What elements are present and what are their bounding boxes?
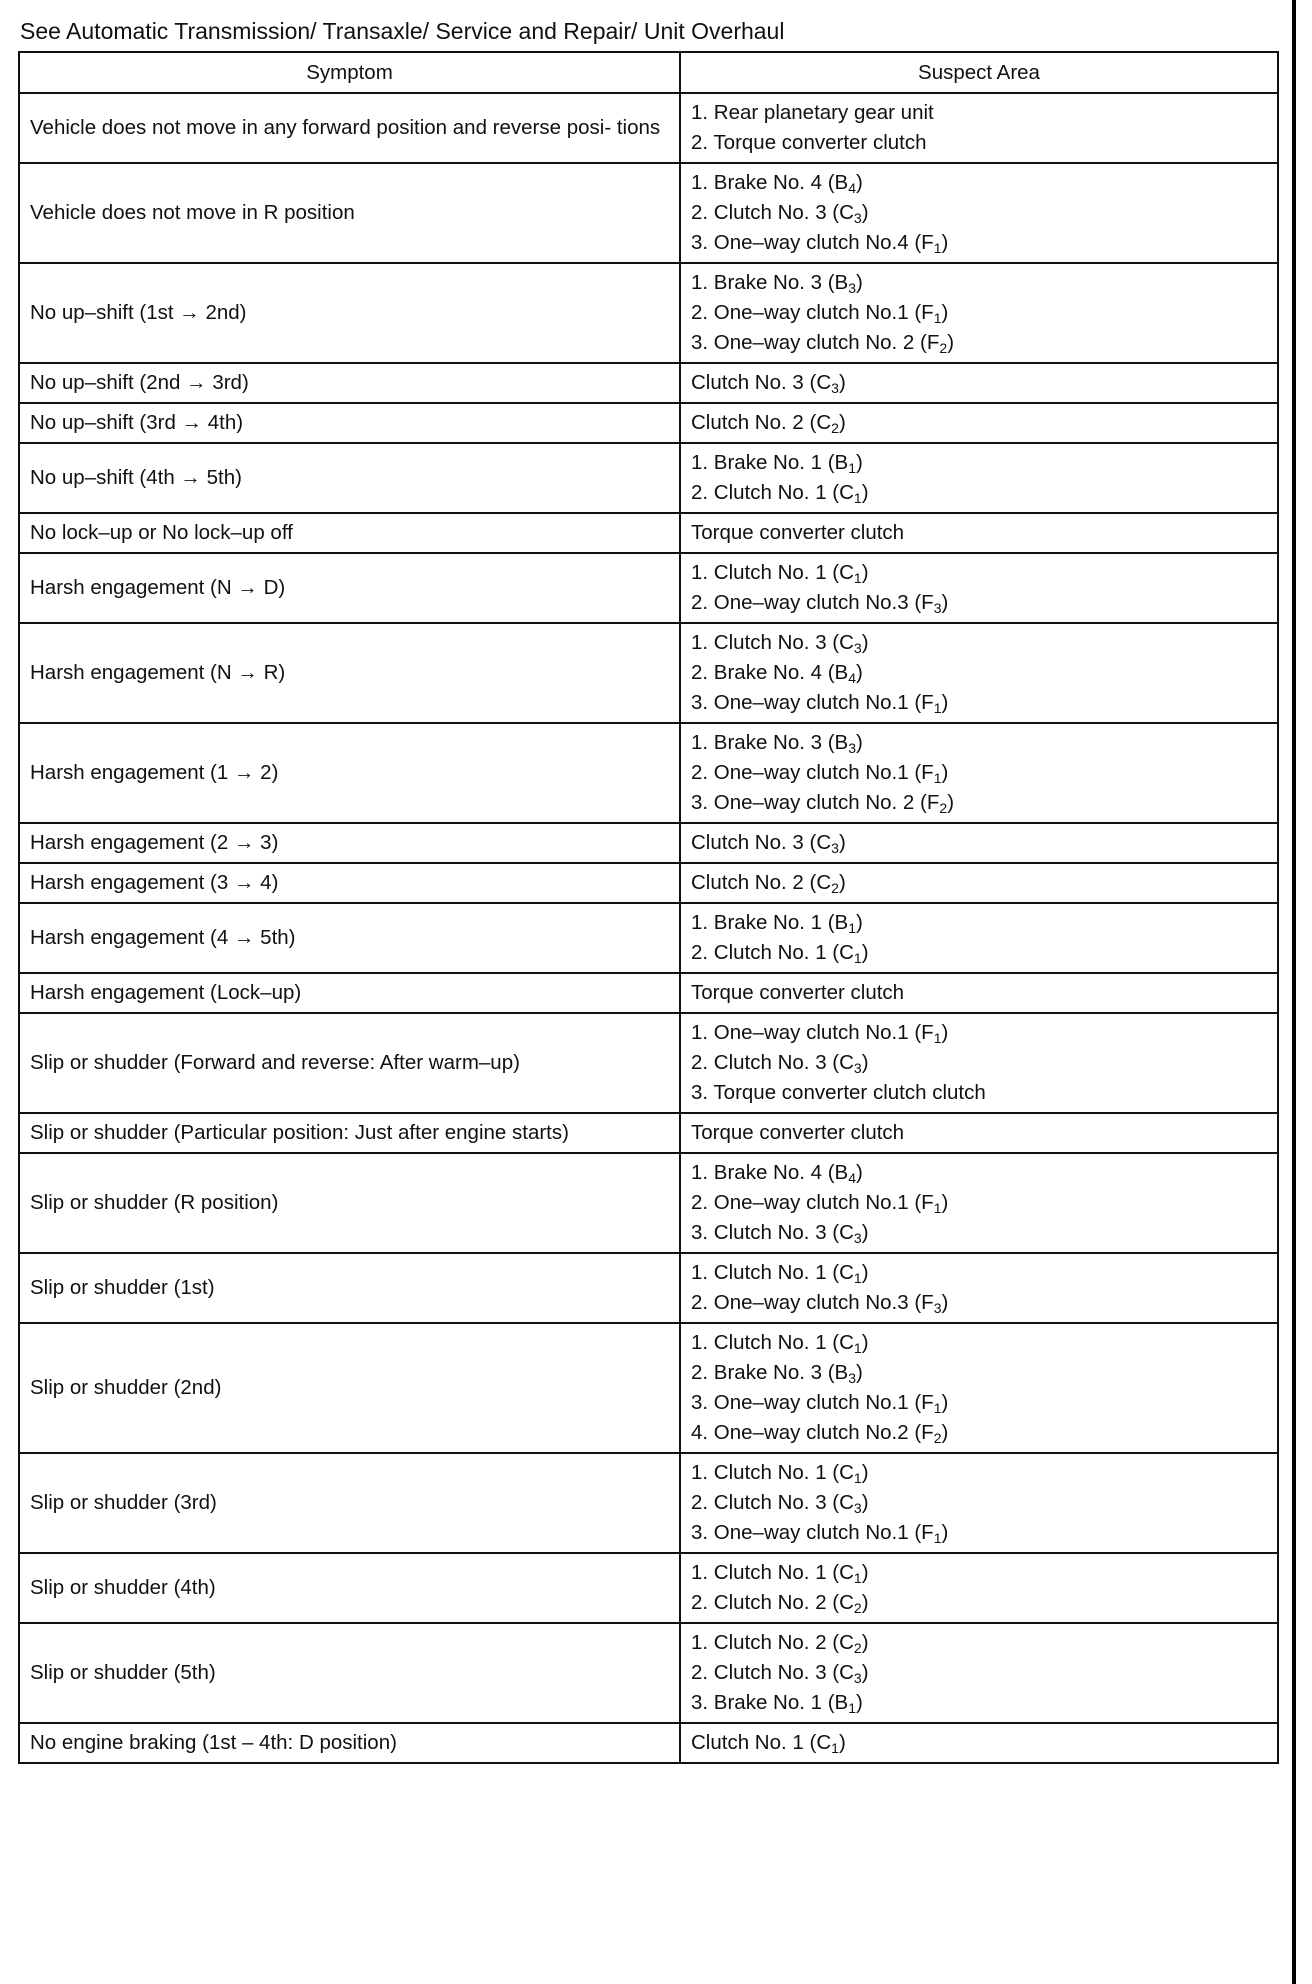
suspect-area-item: 2. Clutch No. 3 $(C_3)$ <box>691 1051 869 1076</box>
suspect-area-cell <box>680 403 1278 443</box>
suspect-area-cell <box>680 623 1278 723</box>
table-row <box>19 1153 1278 1253</box>
suspect-area-item: 1. Clutch No. 2 $(C_2)$ <box>691 1631 869 1656</box>
suspect-area-item: Clutch No. 3 $(C_3)$ <box>691 831 846 856</box>
suspect-area-item: 3. Brake No. 1 $(B_1)$ <box>691 1691 863 1716</box>
symptom-cell: Harsh engagement (N → R) <box>19 623 680 723</box>
suspect-area-item: 1. Clutch No. 1 $(C_1)$ <box>691 1261 869 1286</box>
suspect-area-cell <box>680 513 1278 553</box>
symptom-cell: Vehicle does not move in any forward position and reverse posi- tions <box>19 93 680 163</box>
symptom-cell: Harsh engagement (4 → 5th) <box>19 903 680 973</box>
suspect-area-item: 3. One–way clutch No.1 $(F_1)$ <box>691 1391 949 1416</box>
symptom-cell: Harsh engagement (N → D) <box>19 553 680 623</box>
suspect-area-cell <box>680 363 1278 403</box>
table-row <box>19 623 1278 723</box>
suspect-area-item: 1. Brake No. 3 $(B_3)$ <box>691 271 863 296</box>
table-row <box>19 723 1278 823</box>
table-row <box>19 513 1278 553</box>
table-row <box>19 903 1278 973</box>
table-row <box>19 1113 1278 1153</box>
suspect-area-cell <box>680 1013 1278 1113</box>
table-row <box>19 1253 1278 1323</box>
symptom-column-header: Symptom <box>19 52 680 93</box>
suspect-area-cell <box>680 1253 1278 1323</box>
table-row <box>19 973 1278 1013</box>
table-row <box>19 363 1278 403</box>
symptom-cell: Slip or shudder (R position) <box>19 1153 680 1253</box>
suspect-area-cell <box>680 723 1278 823</box>
table-row <box>19 1013 1278 1113</box>
suspect-area-cell <box>680 553 1278 623</box>
symptom-cell: No up–shift (2nd → 3rd) <box>19 363 680 403</box>
suspect-area-item: 1. Brake No. 4 $(B_4)$ <box>691 171 863 196</box>
suspect-area-cell <box>680 1323 1278 1453</box>
suspect-area-cell <box>680 93 1278 163</box>
table-row <box>19 1323 1278 1453</box>
table-row <box>19 823 1278 863</box>
suspect-area-item: 2. One–way clutch No.1 $(F_1)$ <box>691 301 949 326</box>
suspect-area-cell <box>680 823 1278 863</box>
suspect-area-item: 3. Clutch No. 3 $(C_3)$ <box>691 1221 869 1246</box>
suspect-area-item: 1. Clutch No. 3 $(C_3)$ <box>691 631 869 656</box>
suspect-area-cell <box>680 1623 1278 1723</box>
suspect-area-cell <box>680 903 1278 973</box>
suspect-area-item: 3. One–way clutch No.4 $(F_1)$ <box>691 231 949 256</box>
suspect-area-item: Torque converter clutch <box>691 981 905 1004</box>
suspect-area-cell <box>680 1153 1278 1253</box>
suspect-area-cell <box>680 973 1278 1013</box>
suspect-area-item: 1. Clutch No. 1 $(C_1)$ <box>691 1461 869 1486</box>
suspect-area-cell <box>680 1113 1278 1153</box>
table-row <box>19 93 1278 163</box>
table-row <box>19 163 1278 263</box>
symptom-table <box>18 51 1279 1764</box>
suspect-area-item: Clutch No. 1 $(C_1)$ <box>691 1731 846 1756</box>
suspect-area-item: 2. One–way clutch No.3 $(F_3)$ <box>691 591 949 616</box>
table-row <box>19 863 1278 903</box>
suspect-area-cell <box>680 443 1278 513</box>
table-row <box>19 1623 1278 1723</box>
suspect-area-item: 1. One–way clutch No.1 $(F_1)$ <box>691 1021 949 1046</box>
suspect-area-item: 2. Clutch No. 2 $(C_2)$ <box>691 1591 869 1616</box>
symptom-cell: Harsh engagement (1 → 2) <box>19 723 680 823</box>
table-row <box>19 443 1278 513</box>
suspect-area-cell <box>680 263 1278 363</box>
suspect-area-item: 3. One–way clutch No.1 $(F_1)$ <box>691 1521 949 1546</box>
symptom-cell: Harsh engagement (Lock–up) <box>19 973 680 1013</box>
suspect-area-item: 1. Clutch No. 1 $(C_1)$ <box>691 561 869 586</box>
suspect-area-item: 2. Clutch No. 3 $(C_3)$ <box>691 201 869 226</box>
suspect-area-item: 3. One–way clutch No.1 $(F_1)$ <box>691 691 949 716</box>
symptom-cell: Slip or shudder (1st) <box>19 1253 680 1323</box>
suspect-area-item: 1. Brake No. 1 $(B_1)$ <box>691 451 863 476</box>
table-header-row <box>19 52 1278 93</box>
symptom-cell: Slip or shudder (5th) <box>19 1623 680 1723</box>
suspect-area-item: Clutch No. 2 $(C_2)$ <box>691 411 846 436</box>
suspect-area-item: Torque converter clutch <box>691 1121 905 1144</box>
table-row <box>19 1453 1278 1553</box>
suspect-area-cell <box>680 863 1278 903</box>
suspect-area-column-header: Suspect Area <box>680 52 1278 93</box>
suspect-area-item: 2. Clutch No. 1 $(C_1)$ <box>691 941 869 966</box>
suspect-area-item: 1. Brake No. 4 $(B_4)$ <box>691 1161 863 1186</box>
suspect-area-item: 2. Clutch No. 3 $(C_3)$ <box>691 1661 869 1686</box>
suspect-area-cell <box>680 1723 1278 1763</box>
suspect-area-item: 2. Clutch No. 1 $(C_1)$ <box>691 481 869 506</box>
table-row <box>19 1553 1278 1623</box>
suspect-area-item: 2. Clutch No. 3 $(C_3)$ <box>691 1491 869 1516</box>
suspect-area-item: Torque converter clutch <box>691 521 905 544</box>
suspect-area-item: 3. One–way clutch No. 2 $(F_2)$ <box>691 791 955 816</box>
suspect-area-item: 1. Clutch No. 1 $(C_1)$ <box>691 1561 869 1586</box>
suspect-area-item: 2. One–way clutch No.1 $(F_1)$ <box>691 1191 949 1216</box>
symptom-cell: No engine braking (1st – 4th: D position) <box>19 1723 680 1763</box>
page-heading: See Automatic Transmission/ Transaxle/ Service and Repair/ Unit Overhaul <box>20 18 785 44</box>
symptom-cell: No lock–up or No lock–up off <box>19 513 680 553</box>
suspect-area-item: 2. Torque converter clutch <box>691 131 927 154</box>
suspect-area-item: 4. One–way clutch No.2 $(F_2)$ <box>691 1421 949 1446</box>
suspect-area-item: 2. One–way clutch No.3 $(F_3)$ <box>691 1291 949 1316</box>
symptom-cell: Harsh engagement (3 → 4) <box>19 863 680 903</box>
symptom-cell: No up–shift (3rd → 4th) <box>19 403 680 443</box>
symptom-cell: Slip or shudder (Particular position: Just after engine starts) <box>19 1113 680 1153</box>
page-edge-rule <box>1292 0 1296 1984</box>
symptom-cell: Slip or shudder (Forward and reverse: After warm–up) <box>19 1013 680 1113</box>
table-row <box>19 403 1278 443</box>
suspect-area-cell <box>680 1453 1278 1553</box>
symptom-cell: No up–shift (1st → 2nd) <box>19 263 680 363</box>
table-row <box>19 1723 1278 1763</box>
suspect-area-item: 1. Clutch No. 1 $(C_1)$ <box>691 1331 869 1356</box>
suspect-area-cell <box>680 1553 1278 1623</box>
symptom-cell: Slip or shudder (3rd) <box>19 1453 680 1553</box>
suspect-area-item: Clutch No. 3 $(C_3)$ <box>691 371 846 396</box>
suspect-area-item: 2. One–way clutch No.1 $(F_1)$ <box>691 761 949 786</box>
suspect-area-item: 2. Brake No. 4 $(B_4)$ <box>691 661 863 686</box>
suspect-area-item: 3. Torque converter clutch clutch <box>691 1081 986 1104</box>
suspect-area-item: Clutch No. 2 $(C_2)$ <box>691 871 846 896</box>
table-row <box>19 263 1278 363</box>
suspect-area-item: 1. Brake No. 1 $(B_1)$ <box>691 911 863 936</box>
suspect-area-item: 3. One–way clutch No. 2 $(F_2)$ <box>691 331 955 356</box>
symptom-cell: Slip or shudder (2nd) <box>19 1323 680 1453</box>
suspect-area-item: 2. Brake No. 3 $(B_3)$ <box>691 1361 863 1386</box>
suspect-area-item: 1. Rear planetary gear unit <box>691 101 934 124</box>
suspect-area-cell <box>680 163 1278 263</box>
symptom-cell: Vehicle does not move in R position <box>19 163 680 263</box>
suspect-area-item: 1. Brake No. 3 $(B_3)$ <box>691 731 863 756</box>
symptom-cell: Slip or shudder (4th) <box>19 1553 680 1623</box>
symptom-cell: Harsh engagement (2 → 3) <box>19 823 680 863</box>
table-body <box>19 93 1278 1763</box>
symptom-cell: No up–shift (4th → 5th) <box>19 443 680 513</box>
table-row <box>19 553 1278 623</box>
